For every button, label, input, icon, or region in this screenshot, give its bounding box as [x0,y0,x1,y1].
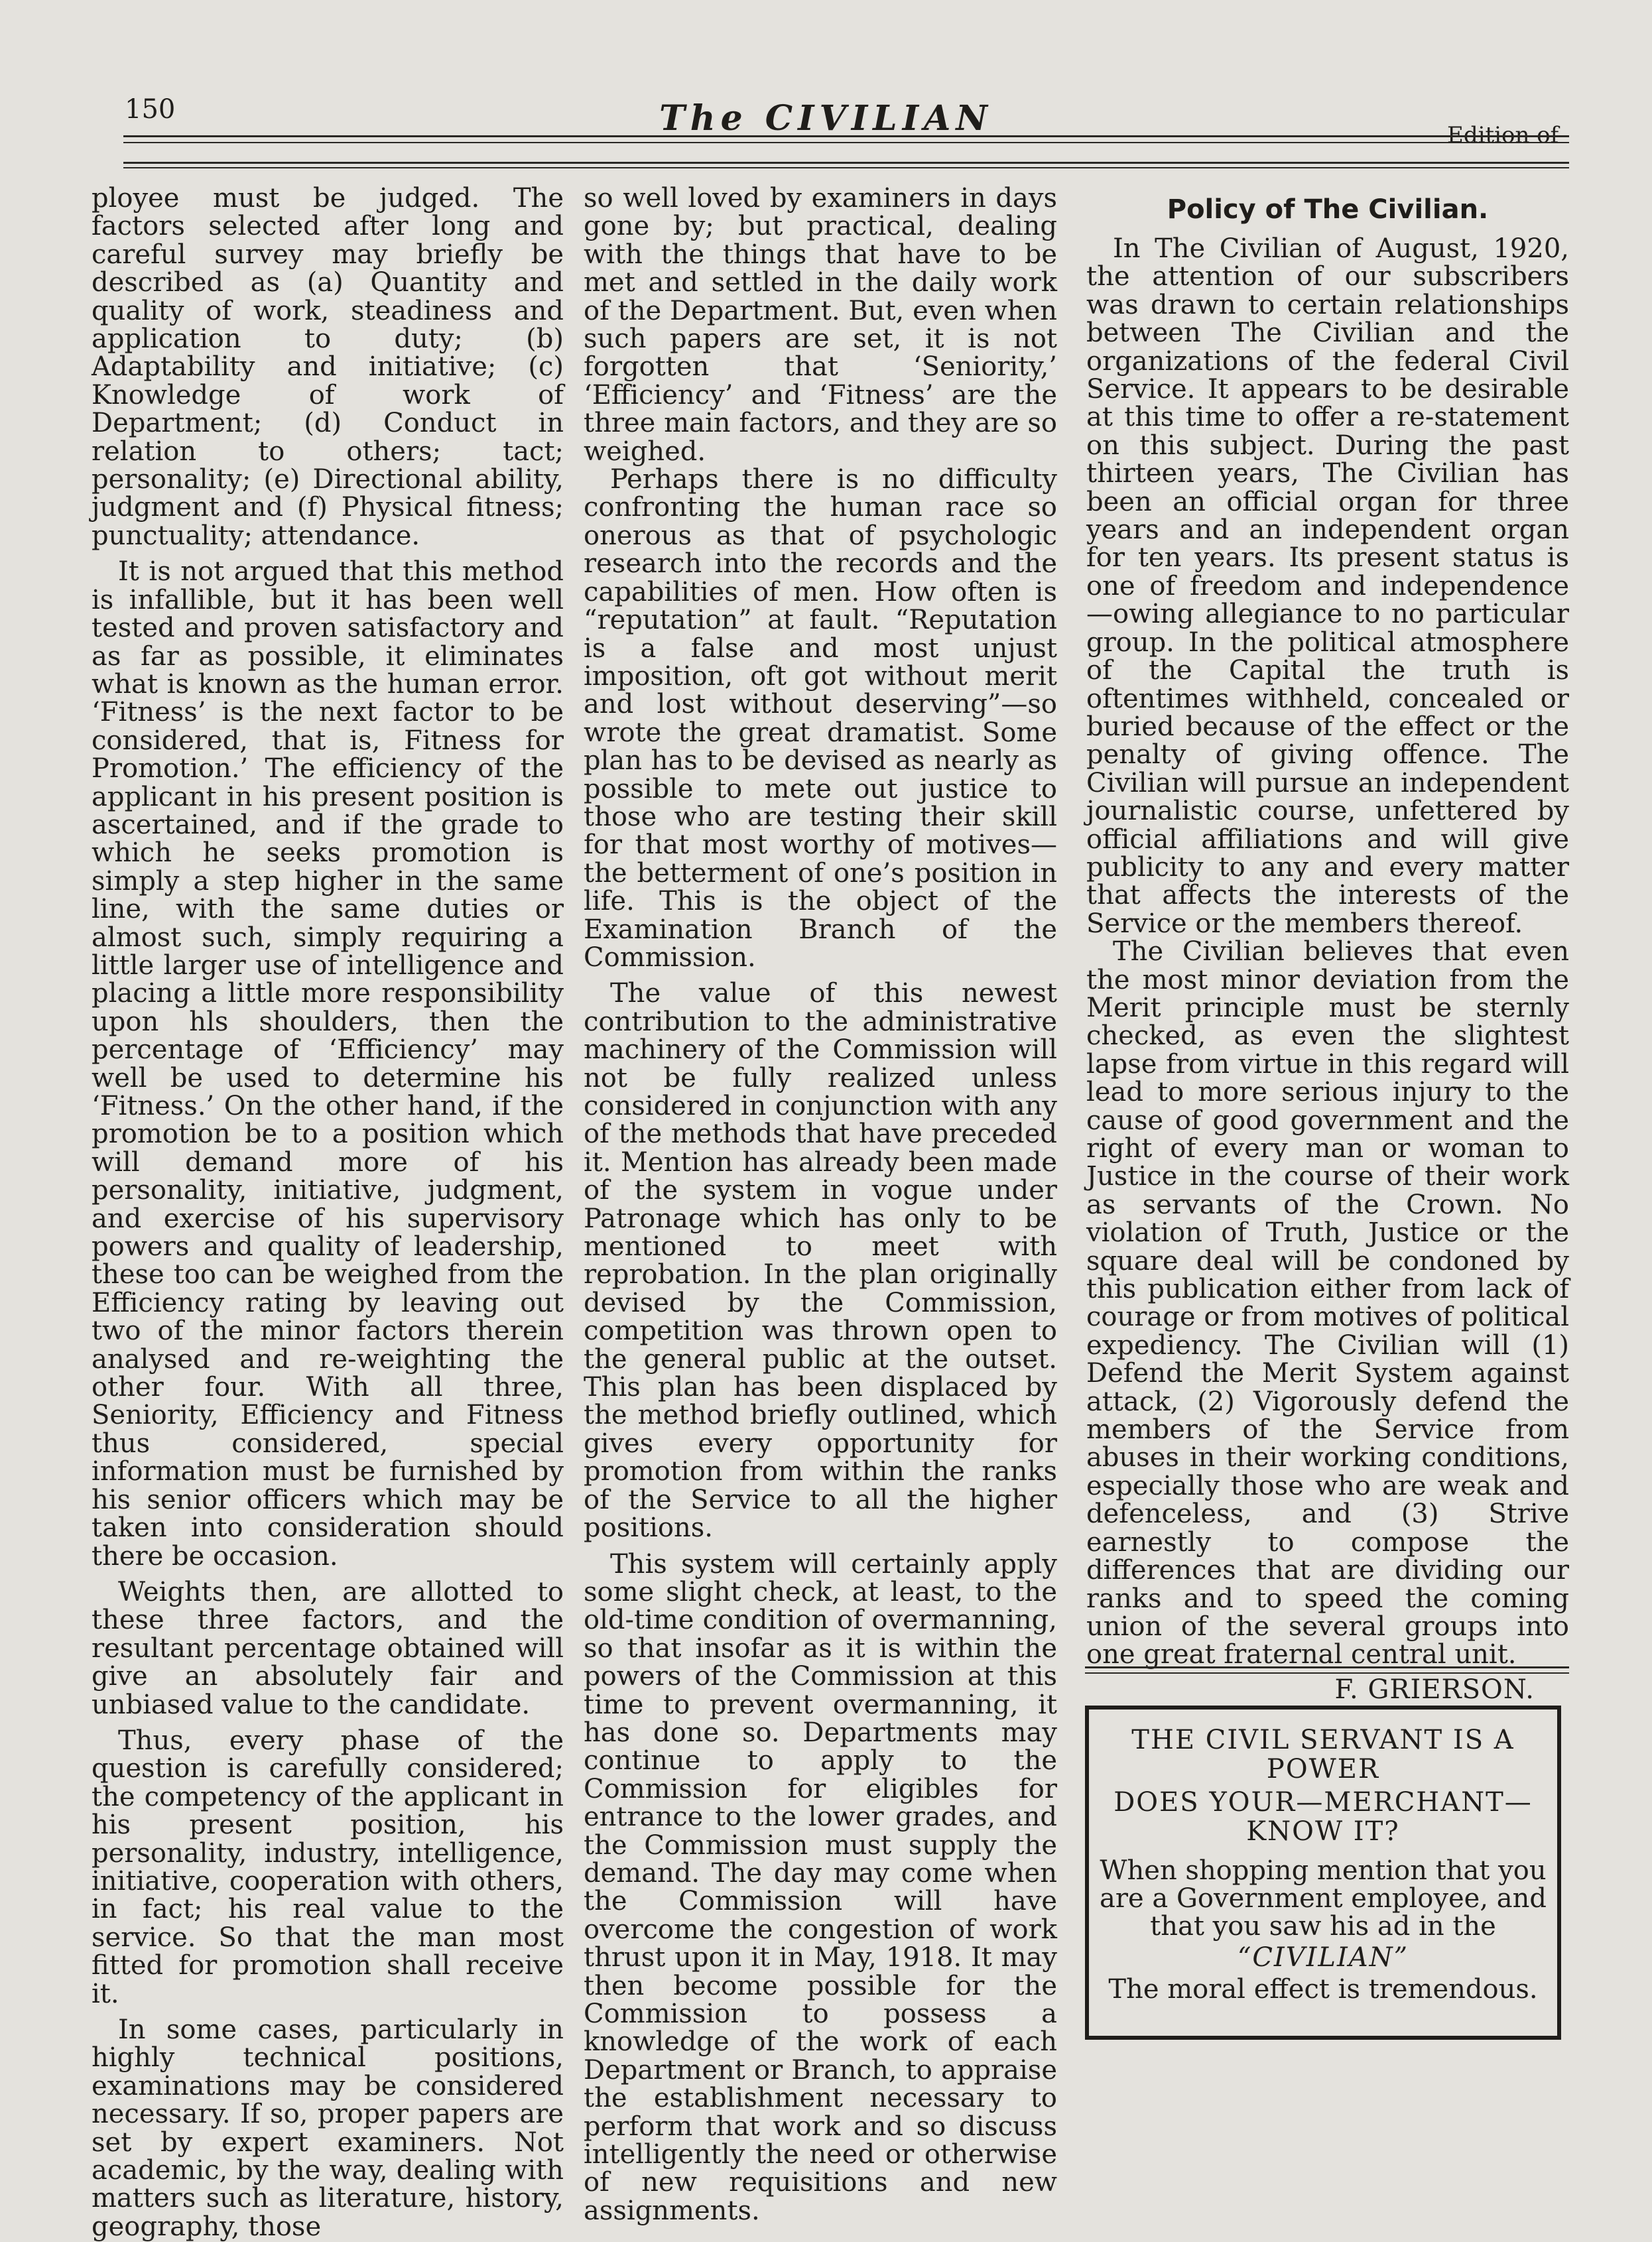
column1-paragraph-2: It is not argued that this method is infallible, but it has been well tested and proven satisfactory and as far as possible, it eliminates what is known as the human error. ‘Fitness’ is the next factor to be considered, that is, Fitness for Promotion.’ The efficiency of the applicant in his present position is ascertained, and if the grade to which he seeks promotion is simply a step higher in the same line, with the same duties or almost such, simply requiring a little larger use of intelligence and placing a little more responsibility upon hls shoulders, then the percentage of ‘Efficiency’ may well be used to determine his ‘Fitness.’ On the other hand, if the promotion be to a position which will demand more of his personality, initiative, judgment, and exercise of his supervisory powers and quality of leadership, these too can be weighed from the Efficiency rating by leaving out two of the minor factors therein analysed and re-weighting the other four. With all three, Seniority, Efficiency and Fitness thus considered, special information must be furnished by his senior officers which may be taken into consideration should there be occasion. [92,556,564,1572]
ad-body-text: When shopping mention that you are a Government employee, and that you saw his ad in the [1100,1855,1547,1942]
policy-paragraph-2: The Civilian believes that even the most minor deviation from the Merit principle must be sternly checked, as even the slightest lapse from virtue in this regard will lead to more serious injury to the cause of good government and the right of every man or woman to Justice in the course of their work as servants of the Crown. No violation of Truth, Justice or the square deal will be condoned by this publication either from lack of courage or from motives of political expediency. The Civilian will (1) Defend the Merit System against attack, (2) Vigorously defend the members of the Service from abuses in their working conditions, especially those who are weak and defenceless, and (3) Strive earnestly to compose the differences that are dividing our ranks and to speed the coming union of the several groups into one great fraternal central unit. [1086,936,1569,1670]
ad-headline-2: DOES YOUR—MERCHANT—KNOW IT? [1113,1787,1533,1847]
column1-paragraph-1: ployee must be judged. The factors selected after long and careful survey may briefly be described as (a) Quantity and quality of work, steadiness and application to duty; (b) Adaptability and initiative; (c) Knowledge of work of Department; (d) Conduct in relation to others; tact; personality; (e) Directional ability, judgment and (f) Physical fitness; punctuality; attendance. [92,183,564,551]
section-divider-rule [1085,1666,1569,1668]
author-signature: F. GRIERSON. [1334,1674,1535,1705]
policy-paragraph-1: In The Civilian of August, 1920, the attention of our subscribers was drawn to certain relationships between The Civilian and the organizations of the federal Civil Service. It appears to be desirable at this time to offer a re-statement on this subject. During the past thirteen years, The Civilian has been an official organ for three years and an independent organ for ten years. Its present status is one of freedom and independence—owing allegiance to no particular group. In the political atmosphere of the Capital the truth is oftentimes withheld, concealed or buried because of the effect or the penalty of giving offence. The Civilian will pursue an independent journalistic course, unfettered by official affiliations and will give publicity to any and every matter that affects the interests of the Service or the members thereof. [1086,233,1569,939]
column2-paragraph-2: Perhaps there is no difficulty confronting the human race so onerous as that of psychologic research into the records and the capabilities of men. How often is “reputation” at fault. “Reputation is a false and most unjust imposition, oft got without merit and lost without deserving”—so wrote the great dramatist. Some plan has to be devised as nearly as possible to mete out justice to those who are testing their skill for that most worthy of motives—the betterment of one’s position in life. This is the object of the Examination Branch of the Commission. [584,464,1057,973]
ad-headline-1: THE CIVIL SERVANT IS A POWER [1131,1725,1515,1784]
header-rule-top-inner [123,142,1569,143]
advertisement-box [1085,1706,1561,2040]
column2-paragraph-1: so well loved by examiners in days gone by; but practical, dealing with the things that have to be met and settled in the daily work of the Department. But, even when such papers are set, it is not forgotten that ‘Seniority,’ ‘Efficiency’ and ‘Fitness’ are the three main factors, and they are so weighed. [584,183,1057,467]
header-rule-top [123,135,1569,137]
column2-paragraph-3: The value of this newest contribution to the administrative machinery of the Commission will not be fully realized unless considered in conjunction with any of the methods that have preceded it. Mention has already been made of the system in vogue under Patronage which has only to be mentioned to meet with reprobation. In the plan originally devised by the Commission, competition was thrown open to the general public at the outset. This plan has been displaced by the method briefly outlined, which gives every opportunity for promotion from within the ranks of the Service to all the higher positions. [584,978,1057,1544]
header-rule-bottom [123,162,1569,164]
policy-heading: Policy of The Civilian. [1167,194,1489,225]
column1-paragraph-3: Weights then, are allotted to these three factors, and the resultant percentage obtained will give an absolutely fair and unbiased value to the candidate. [92,1576,564,1720]
edition-label: Edition of [1447,122,1559,149]
masthead-title: The CIVILIAN [659,98,993,139]
page-number: 150 [125,94,176,125]
column1-paragraph-5: In some cases, particularly in highly technical positions, examinations may be considered necessary. If so, proper papers are set by expert examiners. Not academic, by the way, dealing with matters such as literature, history, geography, those [92,2015,564,2242]
section-divider-rule-inner [1085,1672,1569,1674]
ad-closing-line: The moral effect is tremendous. [1108,1974,1538,2005]
article-column-3 [1086,184,1569,1704]
article-column-2 [584,184,1057,2225]
ad-publication-name: “CIVILIAN” [1237,1942,1409,1973]
header-rule-bottom-inner [123,167,1569,168]
column1-paragraph-4: Thus, every phase of the question is carefully considered; the competency of the applicant in his present position, his personality, industry, intelligence, initiative, cooperation with others, in fact; his real value to the service. So that the man most fitted for promotion shall receive it. [92,1725,564,2009]
article-column-1 [92,184,564,2241]
column2-paragraph-4: This system will certainly apply some slight check, at least, to the old-time condition of overmanning, so that insofar as it is within the powers of the Commission at this time to prevent overmanning, it has done so. Departments may continue to apply to the Commission for eligibles for entrance to the lower grades, and the Commission must supply the demand. The day may come when the Commission will have overcome the congestion of work thrust upon it in May, 1918. It may then become possible for the Commission to possess a knowledge of the work of each Department or Branch, to appraise the establishment necessary to perform that work and so discuss intelligently the need or otherwise of new requisitions and new assignments. [584,1548,1057,2226]
